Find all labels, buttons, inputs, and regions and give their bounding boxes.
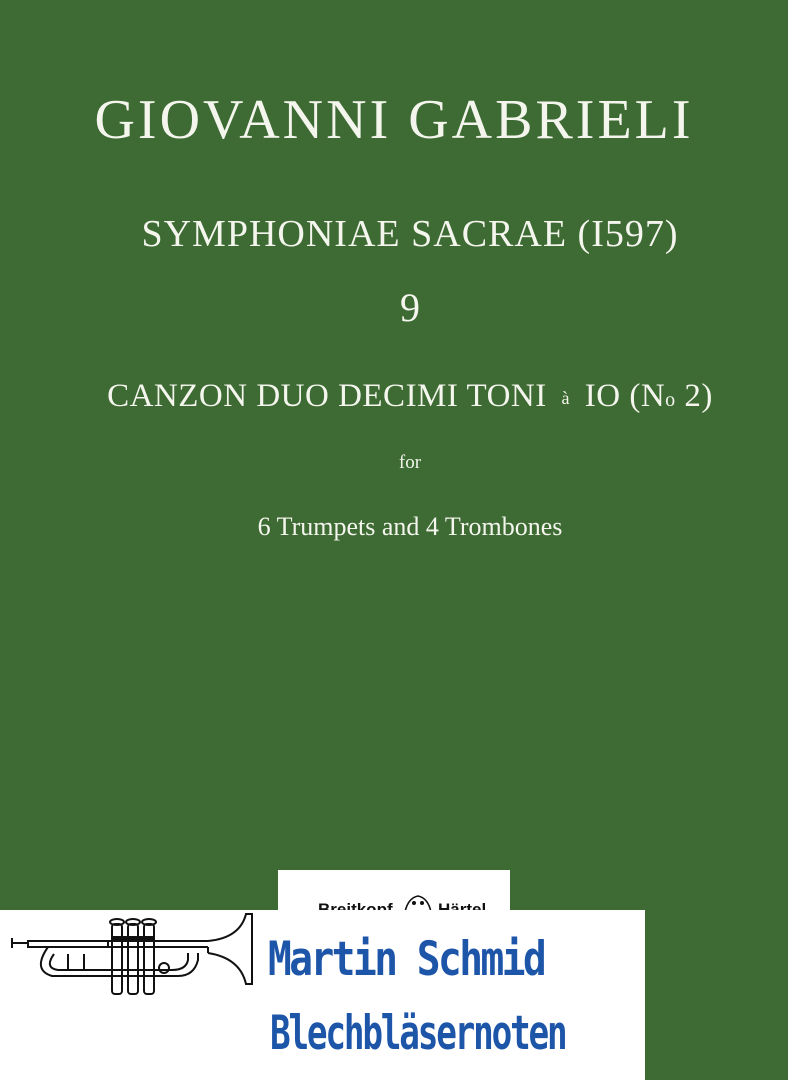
trumpet-icon <box>8 910 278 1025</box>
instrumentation: 6 Trumpets and 4 Trombones <box>257 512 563 541</box>
for-label: for <box>398 452 422 473</box>
shop-subtitle: Blechbläsernoten <box>270 1006 566 1061</box>
work-title-end: 2) <box>675 378 713 414</box>
work-title-no-sub: o <box>665 389 676 411</box>
piece-number: 9 <box>400 285 420 330</box>
shop-watermark <box>0 910 645 1080</box>
shop-name: Martin Schmid <box>268 932 545 987</box>
work-title <box>0 378 788 415</box>
collection-title: SYMPHONIAE SACRAE (I597) <box>141 213 679 255</box>
work-title-main: CANZON DUO DECIMI TONI <box>107 378 547 414</box>
composer-name: GIOVANNI GABRIELI <box>94 89 694 151</box>
work-title-a: à <box>561 388 571 408</box>
work-title-parts: IO (N <box>584 378 666 414</box>
